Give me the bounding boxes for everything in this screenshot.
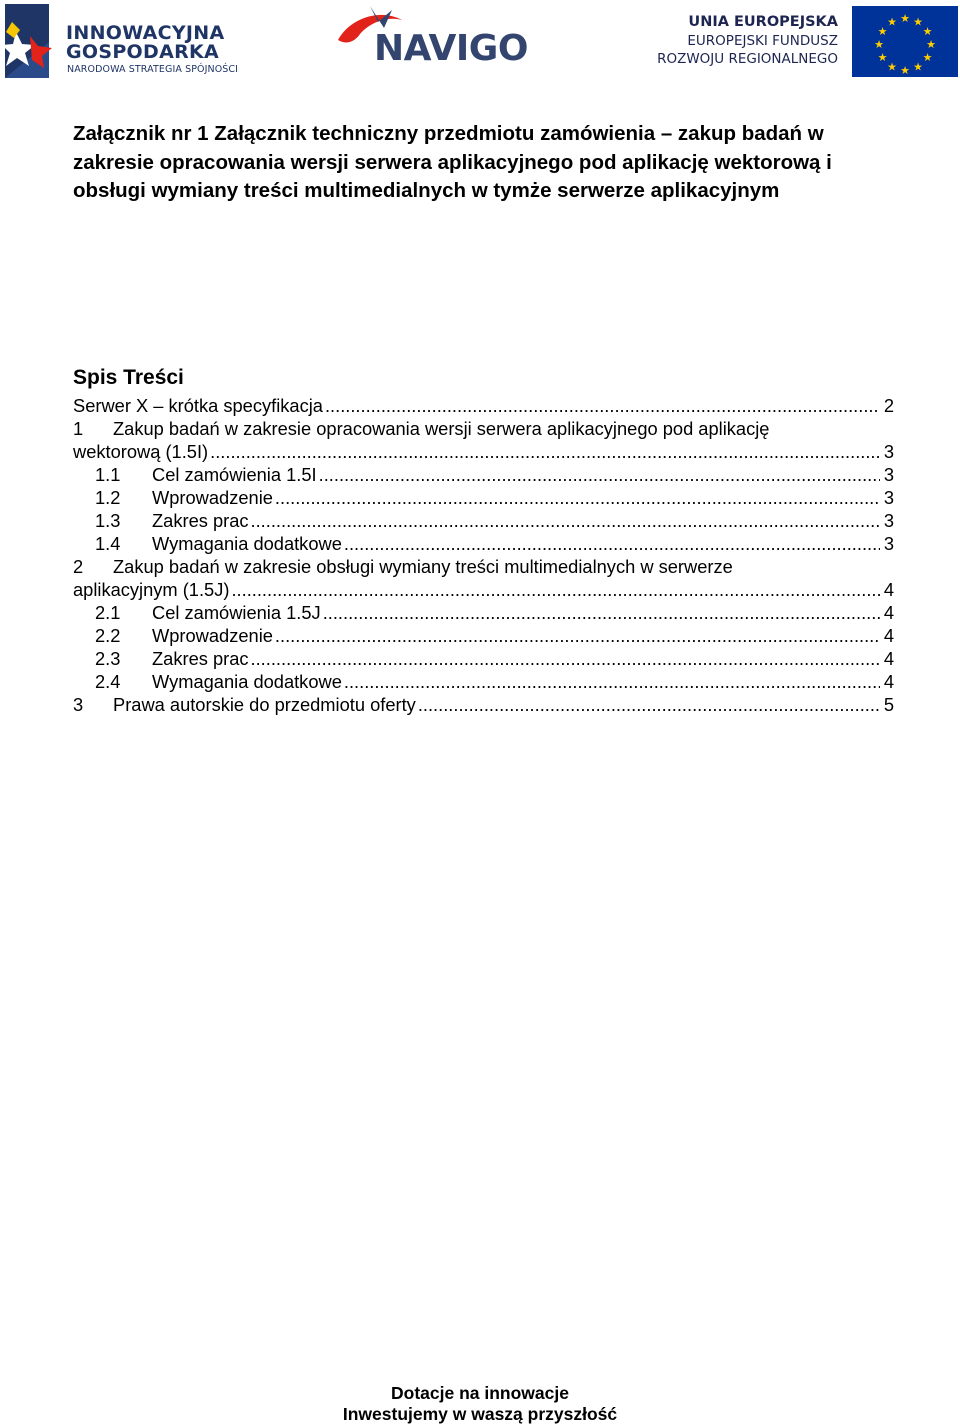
toc-entry-text: Cel zamówienia 1.5J [152,602,321,623]
svg-text:★: ★ [877,25,888,38]
toc-leader-dots [344,670,880,693]
svg-text:★: ★ [887,15,897,29]
toc-page-number: 3 [883,441,894,462]
toc-entry-text: Zakres prac [152,510,249,531]
toc-leader-dots [210,440,880,463]
svg-text:★: ★ [887,60,897,74]
toc-entry-2-3[interactable] [73,647,894,670]
toc-entry-2-4[interactable] [73,670,894,693]
toc-entry-number: 1.3 [95,510,121,531]
eu-logo [640,6,960,80]
toc-entry-text: Wymagania dodatkowe [152,533,342,554]
toc-entry-text: Zakup badań w zakresie obsługi wymiany treści multimedialnych w serwerze [113,556,733,577]
toc-entry-2-line1[interactable] [73,555,894,578]
toc-entry-number: 2.2 [95,625,121,646]
toc-leader-dots [275,486,880,509]
toc-entry-1-line2[interactable] [73,440,894,463]
toc-entry-number: 2.1 [95,602,121,623]
toc-entry-2-line2[interactable] [73,578,894,601]
toc-leader-dots [275,624,880,647]
logo-text-gospodarka: GOSPODARKA [66,41,220,63]
toc-page-number: 2 [883,395,894,416]
svg-text:★: ★ [877,51,888,64]
toc-page-number: 5 [883,694,894,715]
svg-text:★: ★ [874,38,884,51]
toc-leader-dots [319,463,880,486]
toc-page-number: 3 [883,510,894,531]
navigo-wordmark: NAVIGO [374,28,528,69]
eu-text-fundusz: EUROPEJSKI FUNDUSZ [687,33,838,49]
footer-line-dotacje: Dotacje na innowacje [391,1383,569,1403]
toc-entry-number: 1.2 [95,487,121,508]
toc-entry-2-2[interactable] [73,624,894,647]
innowacyjna-gospodarka-logo [2,2,242,80]
toc-leader-dots [231,578,879,601]
toc-leader-dots [344,532,880,555]
toc-entry-text: Cel zamówienia 1.5I [152,464,317,485]
toc-entry-text: Prawa autorskie do przedmiotu oferty [113,694,416,715]
toc-entry-text: Wprowadzenie [152,487,273,508]
toc-leader-dots [418,693,880,716]
navigo-logo [330,0,560,80]
svg-text:★: ★ [922,25,933,38]
toc-entry-number: 3 [73,694,84,715]
toc-entry-number: 1.1 [95,464,121,485]
toc-leader-dots [323,601,880,624]
toc-entry-text: Serwer X – krótka specyfikacja [73,395,323,416]
toc-page-number: 4 [883,625,894,646]
toc-entry-text: Zakup badań w zakresie opracowania wersji serwera aplikacyjnego pod aplikację [113,418,770,439]
toc-entry-text: Wprowadzenie [152,625,273,646]
toc-entry-number: 2.3 [95,648,121,669]
table-of-contents [73,394,894,716]
toc-entry-text: aplikacyjnym (1.5J) [73,579,230,600]
toc-entry-1-4[interactable] [73,532,894,555]
eu-text-rozwoju: ROZWOJU REGIONALNEGO [657,51,838,67]
svg-text:★: ★ [900,64,910,77]
innowacyjna-gospodarka-emblem [2,2,62,80]
page-footer [0,1383,960,1425]
svg-text:★: ★ [913,15,923,29]
toc-leader-dots [251,647,880,670]
footer-line-inwestujemy: Inwestujemy w waszą przyszłość [342,1404,618,1424]
toc-entry-number: 2 [73,556,84,577]
toc-entry-intro[interactable] [73,394,894,417]
toc-leader-dots [325,394,880,417]
svg-text:★: ★ [926,38,936,51]
eu-text-unia: UNIA EUROPEJSKA [688,14,838,30]
toc-entry-1-line1[interactable] [73,417,894,440]
toc-entry-1-2[interactable] [73,486,894,509]
toc-heading: Spis Treści [73,366,184,389]
logo-text-strategia: NARODOWA STRATEGIA SPÓJNOŚCI [67,64,239,75]
toc-page-number: 4 [883,579,894,600]
toc-page-number: 4 [883,671,894,692]
toc-page-number: 3 [883,464,894,485]
toc-entry-1-1[interactable] [73,463,894,486]
toc-page-number: 4 [883,602,894,623]
toc-entry-text: Wymagania dodatkowe [152,671,342,692]
svg-text:★: ★ [900,12,910,25]
toc-entry-text: wektorową (1.5I) [73,441,209,462]
svg-text:★: ★ [913,60,923,74]
toc-entry-number: 2.4 [95,671,121,692]
toc-entry-2-1[interactable] [73,601,894,624]
toc-leader-dots [251,509,880,532]
toc-page-number: 4 [883,648,894,669]
toc-entry-3[interactable] [73,693,894,716]
toc-entry-1-3[interactable] [73,509,894,532]
svg-text:★: ★ [922,51,933,64]
toc-page-number: 3 [883,487,894,508]
logo-text-innowacyjna: INNOWACYJNA [66,22,225,44]
toc-page-number: 3 [883,533,894,554]
toc-entry-text: Zakres prac [152,648,249,669]
eu-flag-icon [852,6,958,77]
toc-entry-number: 1.4 [95,533,121,554]
toc-entry-number: 1 [73,418,84,439]
document-title: Załącznik nr 1 Załącznik techniczny przedmiotu zamówienia – zakup badań w zakresie opracowania wersji serwera aplikacyjnego pod aplikację wektorową i obsługi wymiany treści multimedialnych w tymże serwerze aplikacyjnym [73,122,832,202]
